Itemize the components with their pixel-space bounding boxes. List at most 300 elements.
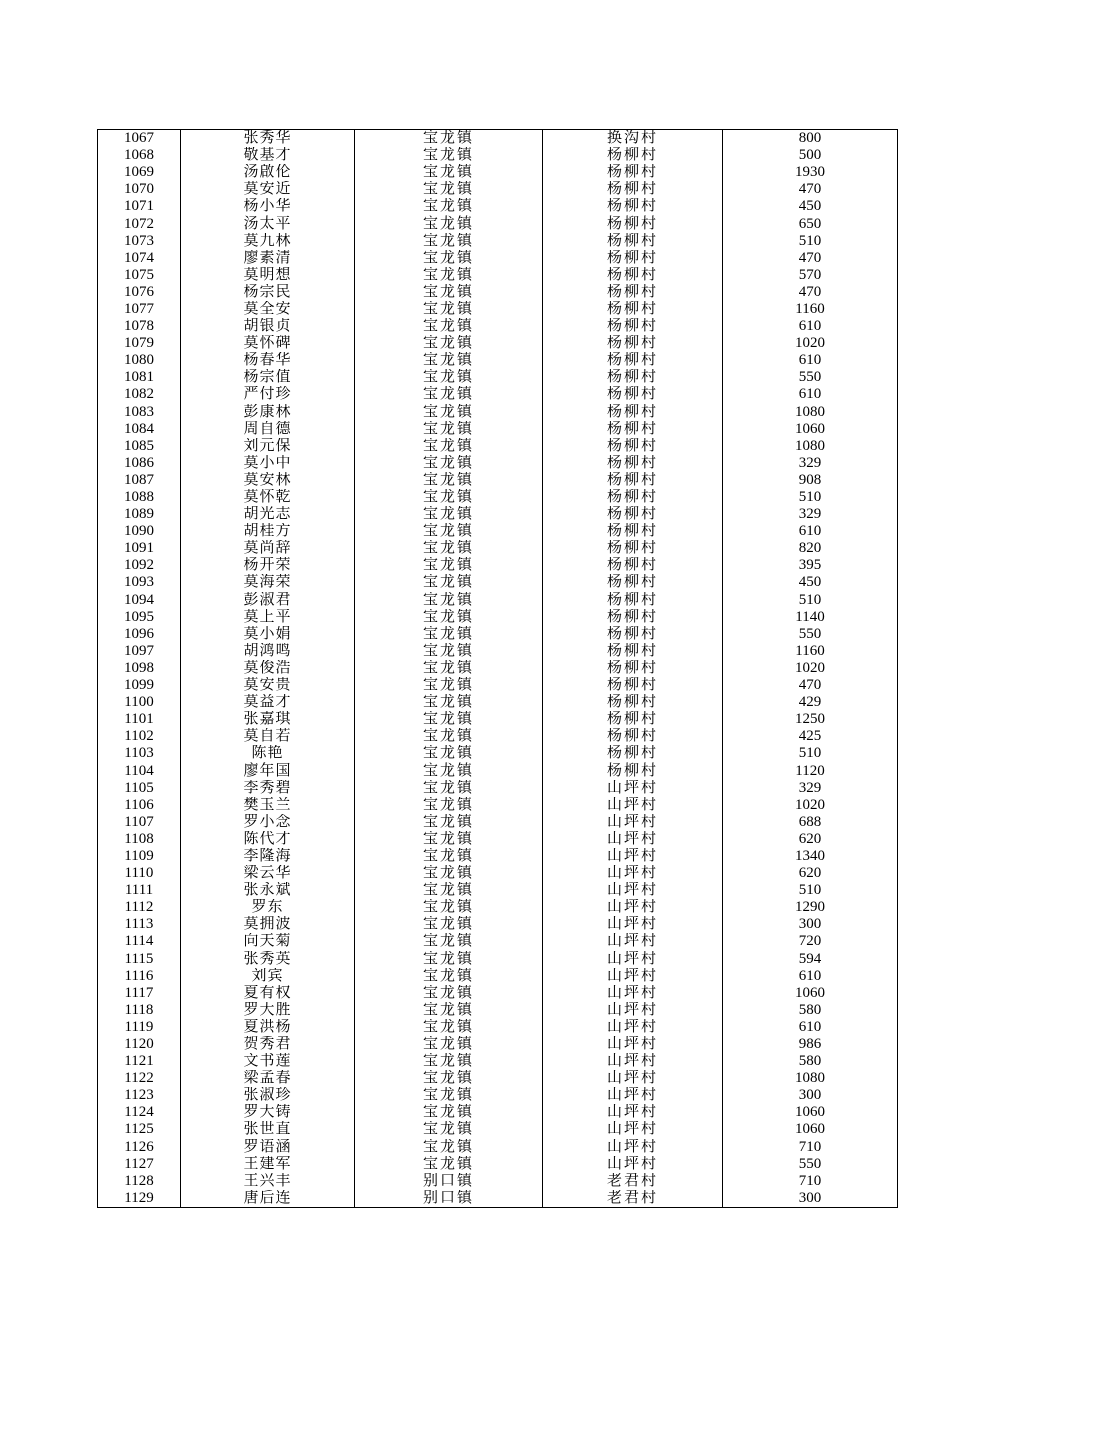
village-cell: 杨柳村 [543,301,723,318]
name-cell: 王建军 [181,1156,355,1173]
name-cell: 杨宗民 [181,284,355,301]
amount-cell: 550 [723,626,898,643]
table-row [98,557,898,574]
name-cell: 胡鸿鸣 [181,643,355,660]
town-cell: 宝龙镇 [355,1019,543,1036]
table-row [98,523,898,540]
amount-cell: 550 [723,1156,898,1173]
amount-cell: 329 [723,455,898,472]
town-cell: 宝龙镇 [355,318,543,335]
amount-cell: 986 [723,1036,898,1053]
table-row [98,318,898,335]
village-cell: 山坪村 [543,1019,723,1036]
town-cell: 宝龙镇 [355,831,543,848]
village-cell: 杨柳村 [543,198,723,215]
town-cell: 宝龙镇 [355,233,543,250]
amount-cell: 710 [723,1173,898,1190]
table-row [98,472,898,489]
amount-cell: 610 [723,968,898,985]
row-number-cell: 1100 [98,694,181,711]
table-row [98,762,898,779]
village-cell: 山坪村 [543,1087,723,1104]
name-cell: 唐后连 [181,1190,355,1208]
table-row [98,1019,898,1036]
village-cell: 杨柳村 [543,215,723,232]
name-cell: 廖年国 [181,762,355,779]
table-row [98,728,898,745]
row-number-cell: 1089 [98,506,181,523]
village-cell: 山坪村 [543,899,723,916]
name-cell: 陈代才 [181,831,355,848]
name-cell: 胡银贞 [181,318,355,335]
table-row [98,1173,898,1190]
town-cell: 宝龙镇 [355,267,543,284]
amount-cell: 550 [723,369,898,386]
name-cell: 刘宾 [181,968,355,985]
name-cell: 严付珍 [181,386,355,403]
amount-cell: 429 [723,694,898,711]
amount-cell: 300 [723,1190,898,1208]
row-number-cell: 1090 [98,523,181,540]
town-cell: 宝龙镇 [355,865,543,882]
row-number-cell: 1116 [98,968,181,985]
town-cell: 宝龙镇 [355,797,543,814]
name-cell: 敬基才 [181,147,355,164]
amount-cell: 1020 [723,660,898,677]
town-cell: 宝龙镇 [355,523,543,540]
name-cell: 胡桂方 [181,523,355,540]
row-number-cell: 1127 [98,1156,181,1173]
table-row [98,643,898,660]
name-cell: 莫全安 [181,301,355,318]
amount-cell: 329 [723,506,898,523]
village-cell: 杨柳村 [543,626,723,643]
row-number-cell: 1079 [98,335,181,352]
row-number-cell: 1072 [98,215,181,232]
amount-cell: 1160 [723,301,898,318]
amount-cell: 580 [723,1002,898,1019]
village-cell: 山坪村 [543,1070,723,1087]
table-row [98,831,898,848]
row-number-cell: 1117 [98,985,181,1002]
amount-cell: 610 [723,352,898,369]
row-number-cell: 1098 [98,660,181,677]
town-cell: 宝龙镇 [355,626,543,643]
amount-cell: 820 [723,540,898,557]
row-number-cell: 1068 [98,147,181,164]
amount-cell: 1080 [723,1070,898,1087]
amount-cell: 500 [723,147,898,164]
name-cell: 罗东 [181,899,355,916]
table-row [98,916,898,933]
table-row [98,335,898,352]
village-cell: 山坪村 [543,985,723,1002]
row-number-cell: 1129 [98,1190,181,1208]
village-cell: 杨柳村 [543,540,723,557]
amount-cell: 470 [723,181,898,198]
amount-cell: 1020 [723,797,898,814]
village-cell: 杨柳村 [543,523,723,540]
town-cell: 宝龙镇 [355,899,543,916]
village-cell: 山坪村 [543,1053,723,1070]
name-cell: 莫自若 [181,728,355,745]
row-number-cell: 1111 [98,882,181,899]
row-number-cell: 1074 [98,250,181,267]
town-cell: 宝龙镇 [355,455,543,472]
village-cell: 山坪村 [543,1139,723,1156]
table-row [98,745,898,762]
table-row [98,540,898,557]
name-cell: 梁云华 [181,865,355,882]
amount-cell: 470 [723,284,898,301]
village-cell: 杨柳村 [543,574,723,591]
village-cell: 山坪村 [543,780,723,797]
town-cell: 宝龙镇 [355,882,543,899]
table-row [98,352,898,369]
town-cell: 宝龙镇 [355,1070,543,1087]
row-number-cell: 1123 [98,1087,181,1104]
row-number-cell: 1107 [98,814,181,831]
village-cell: 山坪村 [543,831,723,848]
amount-cell: 395 [723,557,898,574]
name-cell: 莫益才 [181,694,355,711]
row-number-cell: 1119 [98,1019,181,1036]
row-number-cell: 1109 [98,848,181,865]
name-cell: 杨小华 [181,198,355,215]
town-cell: 宝龙镇 [355,677,543,694]
table-row [98,215,898,232]
row-number-cell: 1087 [98,472,181,489]
row-number-cell: 1097 [98,643,181,660]
name-cell: 张秀华 [181,130,355,148]
table-row [98,1087,898,1104]
name-cell: 王兴丰 [181,1173,355,1190]
name-cell: 杨宗值 [181,369,355,386]
table-row [98,421,898,438]
town-cell: 宝龙镇 [355,215,543,232]
amount-cell: 1020 [723,335,898,352]
name-cell: 樊玉兰 [181,797,355,814]
town-cell: 宝龙镇 [355,506,543,523]
row-number-cell: 1120 [98,1036,181,1053]
table-row [98,848,898,865]
village-cell: 杨柳村 [543,284,723,301]
amount-cell: 300 [723,916,898,933]
amount-cell: 610 [723,318,898,335]
name-cell: 夏洪杨 [181,1019,355,1036]
amount-cell: 594 [723,951,898,968]
table-row [98,1002,898,1019]
row-number-cell: 1099 [98,677,181,694]
name-cell: 莫俊浩 [181,660,355,677]
table-row [98,284,898,301]
table-row [98,899,898,916]
town-cell: 宝龙镇 [355,574,543,591]
village-cell: 杨柳村 [543,745,723,762]
amount-cell: 470 [723,677,898,694]
amount-cell: 300 [723,1087,898,1104]
amount-cell: 1250 [723,711,898,728]
row-number-cell: 1086 [98,455,181,472]
row-number-cell: 1073 [98,233,181,250]
amount-cell: 720 [723,933,898,950]
amount-cell: 570 [723,267,898,284]
table-row [98,130,898,148]
amount-cell: 800 [723,130,898,148]
town-cell: 宝龙镇 [355,780,543,797]
town-cell: 宝龙镇 [355,762,543,779]
village-cell: 杨柳村 [543,506,723,523]
village-cell: 杨柳村 [543,728,723,745]
village-cell: 山坪村 [543,848,723,865]
table-row [98,1139,898,1156]
row-number-cell: 1113 [98,916,181,933]
village-cell: 杨柳村 [543,147,723,164]
town-cell: 宝龙镇 [355,1002,543,1019]
table-row [98,506,898,523]
village-cell: 山坪村 [543,865,723,882]
name-cell: 胡光志 [181,506,355,523]
row-number-cell: 1106 [98,797,181,814]
town-cell: 宝龙镇 [355,472,543,489]
town-cell: 宝龙镇 [355,968,543,985]
row-number-cell: 1118 [98,1002,181,1019]
table-row [98,404,898,421]
table-row [98,1156,898,1173]
village-cell: 杨柳村 [543,318,723,335]
row-number-cell: 1077 [98,301,181,318]
name-cell: 莫九林 [181,233,355,250]
town-cell: 宝龙镇 [355,916,543,933]
amount-cell: 329 [723,780,898,797]
name-cell: 莫安贵 [181,677,355,694]
table-row [98,711,898,728]
amount-cell: 1340 [723,848,898,865]
amount-cell: 1060 [723,1104,898,1121]
amount-cell: 1120 [723,762,898,779]
village-cell: 杨柳村 [543,643,723,660]
row-number-cell: 1070 [98,181,181,198]
table-row [98,369,898,386]
town-cell: 别口镇 [355,1173,543,1190]
table-row [98,455,898,472]
town-cell: 宝龙镇 [355,335,543,352]
row-number-cell: 1085 [98,438,181,455]
amount-cell: 450 [723,574,898,591]
row-number-cell: 1091 [98,540,181,557]
amount-cell: 1060 [723,985,898,1002]
village-cell: 山坪村 [543,951,723,968]
amount-cell: 580 [723,1053,898,1070]
record-table [97,129,898,1208]
row-number-cell: 1080 [98,352,181,369]
name-cell: 周自德 [181,421,355,438]
row-number-cell: 1095 [98,609,181,626]
amount-cell: 1060 [723,421,898,438]
row-number-cell: 1124 [98,1104,181,1121]
town-cell: 宝龙镇 [355,814,543,831]
town-cell: 宝龙镇 [355,489,543,506]
town-cell: 宝龙镇 [355,301,543,318]
amount-cell: 610 [723,1019,898,1036]
amount-cell: 1290 [723,899,898,916]
name-cell: 张秀英 [181,951,355,968]
village-cell: 山坪村 [543,797,723,814]
name-cell: 张淑珍 [181,1087,355,1104]
row-number-cell: 1075 [98,267,181,284]
name-cell: 刘元保 [181,438,355,455]
village-cell: 杨柳村 [543,164,723,181]
name-cell: 莫小娟 [181,626,355,643]
row-number-cell: 1083 [98,404,181,421]
town-cell: 宝龙镇 [355,284,543,301]
town-cell: 宝龙镇 [355,660,543,677]
row-number-cell: 1104 [98,762,181,779]
name-cell: 莫海荣 [181,574,355,591]
town-cell: 宝龙镇 [355,1053,543,1070]
table-row [98,301,898,318]
table-row [98,780,898,797]
table-row [98,267,898,284]
village-cell: 山坪村 [543,968,723,985]
town-cell: 宝龙镇 [355,728,543,745]
row-number-cell: 1078 [98,318,181,335]
town-cell: 宝龙镇 [355,250,543,267]
row-number-cell: 1094 [98,592,181,609]
village-cell: 山坪村 [543,1121,723,1138]
village-cell: 杨柳村 [543,592,723,609]
village-cell: 老君村 [543,1173,723,1190]
village-cell: 山坪村 [543,933,723,950]
town-cell: 别口镇 [355,1190,543,1208]
row-number-cell: 1122 [98,1070,181,1087]
amount-cell: 450 [723,198,898,215]
row-number-cell: 1069 [98,164,181,181]
name-cell: 莫怀乾 [181,489,355,506]
amount-cell: 688 [723,814,898,831]
table-row [98,250,898,267]
town-cell: 宝龙镇 [355,352,543,369]
row-number-cell: 1110 [98,865,181,882]
village-cell: 杨柳村 [543,660,723,677]
town-cell: 宝龙镇 [355,369,543,386]
table-row [98,933,898,950]
town-cell: 宝龙镇 [355,386,543,403]
town-cell: 宝龙镇 [355,592,543,609]
row-number-cell: 1081 [98,369,181,386]
amount-cell: 710 [723,1139,898,1156]
table-row [98,985,898,1002]
name-cell: 梁孟春 [181,1070,355,1087]
town-cell: 宝龙镇 [355,164,543,181]
town-cell: 宝龙镇 [355,181,543,198]
table-row [98,626,898,643]
table-row [98,386,898,403]
name-cell: 陈艳 [181,745,355,762]
row-number-cell: 1092 [98,557,181,574]
row-number-cell: 1096 [98,626,181,643]
amount-cell: 650 [723,215,898,232]
table-row [98,968,898,985]
name-cell: 莫明想 [181,267,355,284]
row-number-cell: 1101 [98,711,181,728]
row-number-cell: 1093 [98,574,181,591]
amount-cell: 610 [723,386,898,403]
village-cell: 杨柳村 [543,609,723,626]
table-row [98,489,898,506]
table-row [98,233,898,250]
town-cell: 宝龙镇 [355,745,543,762]
row-number-cell: 1103 [98,745,181,762]
table-row [98,1190,898,1208]
row-number-cell: 1076 [98,284,181,301]
village-cell: 山坪村 [543,1156,723,1173]
village-cell: 山坪村 [543,916,723,933]
name-cell: 莫安近 [181,181,355,198]
table-row [98,882,898,899]
village-cell: 杨柳村 [543,711,723,728]
village-cell: 杨柳村 [543,489,723,506]
name-cell: 向天菊 [181,933,355,950]
table-row [98,574,898,591]
town-cell: 宝龙镇 [355,848,543,865]
table-row [98,677,898,694]
town-cell: 宝龙镇 [355,1139,543,1156]
town-cell: 宝龙镇 [355,933,543,950]
town-cell: 宝龙镇 [355,694,543,711]
table-row [98,1070,898,1087]
village-cell: 山坪村 [543,1002,723,1019]
village-cell: 杨柳村 [543,677,723,694]
amount-cell: 610 [723,523,898,540]
name-cell: 莫怀碑 [181,335,355,352]
amount-cell: 470 [723,250,898,267]
town-cell: 宝龙镇 [355,1121,543,1138]
amount-cell: 1160 [723,643,898,660]
table-row [98,164,898,181]
table-row [98,694,898,711]
name-cell: 李秀碧 [181,780,355,797]
row-number-cell: 1084 [98,421,181,438]
name-cell: 廖素清 [181,250,355,267]
town-cell: 宝龙镇 [355,1087,543,1104]
row-number-cell: 1102 [98,728,181,745]
town-cell: 宝龙镇 [355,438,543,455]
table-row [98,609,898,626]
village-cell: 杨柳村 [543,421,723,438]
table-row [98,181,898,198]
row-number-cell: 1108 [98,831,181,848]
amount-cell: 1080 [723,438,898,455]
amount-cell: 425 [723,728,898,745]
row-number-cell: 1071 [98,198,181,215]
table-row [98,1036,898,1053]
village-cell: 山坪村 [543,1104,723,1121]
amount-cell: 510 [723,233,898,250]
name-cell: 罗小念 [181,814,355,831]
table-row [98,814,898,831]
table-row [98,147,898,164]
village-cell: 杨柳村 [543,250,723,267]
name-cell: 莫上平 [181,609,355,626]
amount-cell: 620 [723,865,898,882]
name-cell: 张永斌 [181,882,355,899]
village-cell: 杨柳村 [543,404,723,421]
town-cell: 宝龙镇 [355,130,543,148]
village-cell: 杨柳村 [543,233,723,250]
table-row [98,797,898,814]
name-cell: 罗语涵 [181,1139,355,1156]
